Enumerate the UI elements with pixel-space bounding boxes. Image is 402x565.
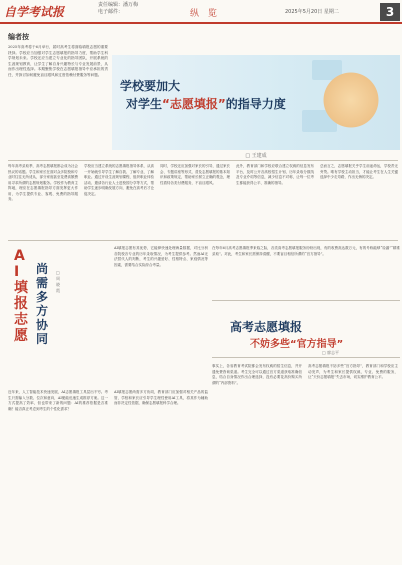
editor-note xyxy=(8,32,108,150)
email-line: 电子邮件： xyxy=(98,9,124,15)
feature-title-highlight: “志愿填报” xyxy=(162,97,226,111)
newspaper-logo: 自学考试报 xyxy=(4,5,65,19)
article3-subtitle: 尚需多方协同 xyxy=(36,262,49,346)
article3-title: AI填报志愿 xyxy=(14,248,28,344)
feature-title-line1: 学校要加大 xyxy=(120,79,181,93)
article-column: 在每年6月高考志愿填报季来临之际，各类高考志愿填报服务纷纷出现，有的收费高达数万元，有的号称能够“捡漏”“精准录取”。对此，考生和家长需保持清醒，不要盲目相信所谓的“官方指导”。 xyxy=(212,246,400,256)
feature-title-line2 xyxy=(126,95,286,112)
divider xyxy=(8,240,398,241)
feature-title-pre: 对学生 xyxy=(126,97,163,111)
masthead xyxy=(0,0,402,24)
feature-byline: □ 王建成 xyxy=(245,153,267,159)
divider xyxy=(8,160,398,161)
section-name: 纵 览 xyxy=(190,9,220,19)
decor-circle xyxy=(316,65,386,135)
page-number: 3 xyxy=(380,3,400,21)
issue-date: 2025年5月20日 星期二 xyxy=(285,9,339,15)
editor-note-text: 2025年高考将于6月举行，届时高考生将面临填报志愿的重要抉择。学校应当加强对学生志愿填报的指导力度，帮助学生科学规划未来。学校还应当建立专业化的指导团队，开展系统的生涯规划教育，让学生了解自身兴趣特长与专业发展前景，从而作出理性选择。本期聚焦学校在志愿填报指导中应承担的责任，并探讨如何避免盲目跟风和过度依赖付费服务等问题。 xyxy=(8,45,108,77)
feature-title-post: 的指导力度 xyxy=(225,97,286,111)
article2-subtitle: 不妨多些“官方指导” xyxy=(250,339,344,350)
article3-author: □ 周晓霞 xyxy=(56,270,60,293)
article-column: 事实上，各省教育考试院都会发布权威的招生信息，并开通免费咨询渠道。考生完全可以通过官方渠道获取准确信息，结合自身情况作出合理选择，没有必要花高价购买所谓的“内部资料”。 xyxy=(212,364,302,385)
article-column: 每年高考录取季，高考志愿填报都会成为社会热议的话题。学生和家长在面对众多院校和专业时往往无所适从，部分家庭甚至花费高额费用寻求所谓的志愿规划服务。学校作为教育主阵地，理应在志愿填报指导方面发挥更大作用，为学生提供专业、客观、免费的指导服务。 xyxy=(8,164,78,201)
article-column: 高考志愿填报不妨多些“官方指导”，教育部门和学校应主动发声，为考生和家长提供权威、专业、免费的服务，让“天价志愿填报”失去市场，切实维护教育公平。 xyxy=(308,364,398,379)
article2-title: 高考志愿填报 xyxy=(230,320,303,334)
feature-banner xyxy=(112,55,400,150)
editor-info xyxy=(98,2,138,16)
article-column: AI填报志愿有其优势，它能够快速处理海量数据，对比分析各院校各专业的历年录取情况，为考生提供参考。然而AI无法替代人的判断，考生的兴趣爱好、性格特点、家庭情况等因素，需要结合实际综合考量。 xyxy=(114,246,208,267)
editor-note-title: 编者按 xyxy=(8,33,29,41)
article-column: 总而言之，志愿填报关乎学生前途命运，学校责无旁贷。唯有学校主动担当，才能让考生在人生关键选择中少走弯路，作出无悔的决定。 xyxy=(320,164,398,179)
article-column: 近年来，人工智能技术快速发展，AI志愿填报工具层出不穷。考生只需输入分数、位次和意向，AI便能迅速生成推荐方案。这一方式提高了效率，但也带来了新的问题：AI的推荐依据是否准确？能否真正考虑到考生的个性化需求？ xyxy=(8,390,108,411)
article2-author: □ 廖志平 xyxy=(322,350,340,355)
article-column: 学校应当建立系统的志愿填报指导体系，从高一开始就引导学生了解自我、了解专业、了解职业。通过开设生涯规划课程、组织职业体验活动、邀请各行业人士进校园分享等方式，帮助学生逐步明确发展方向，避免在高考后才仓促决定。 xyxy=(84,164,154,196)
article-column: AI填报志愿尚需多方协同，教育部门应加强对相关产品的监管，学校和家长应引导学生理性使用AI工具，将其作为辅助而非决定性依据，确保志愿填报科学合理。 xyxy=(114,390,208,405)
article-column: 同时，学校还应加强对家长的引导，通过家长会、专题讲座等形式，普及志愿填报的基本知识和政策规定，帮助家长树立正确的观念，理性看待各类付费服务，不盲目跟风。 xyxy=(160,164,230,185)
article-column: 此外，教育部门和学校应联合建立权威的信息发布平台，及时公开各高校招生计划、历年录取分数线及专业介绍等信息，减少信息不对称，让每一位考生都能获得公平、准确的指导。 xyxy=(236,164,314,185)
editor-line: 责任编辑：潘万梅 xyxy=(98,2,139,8)
